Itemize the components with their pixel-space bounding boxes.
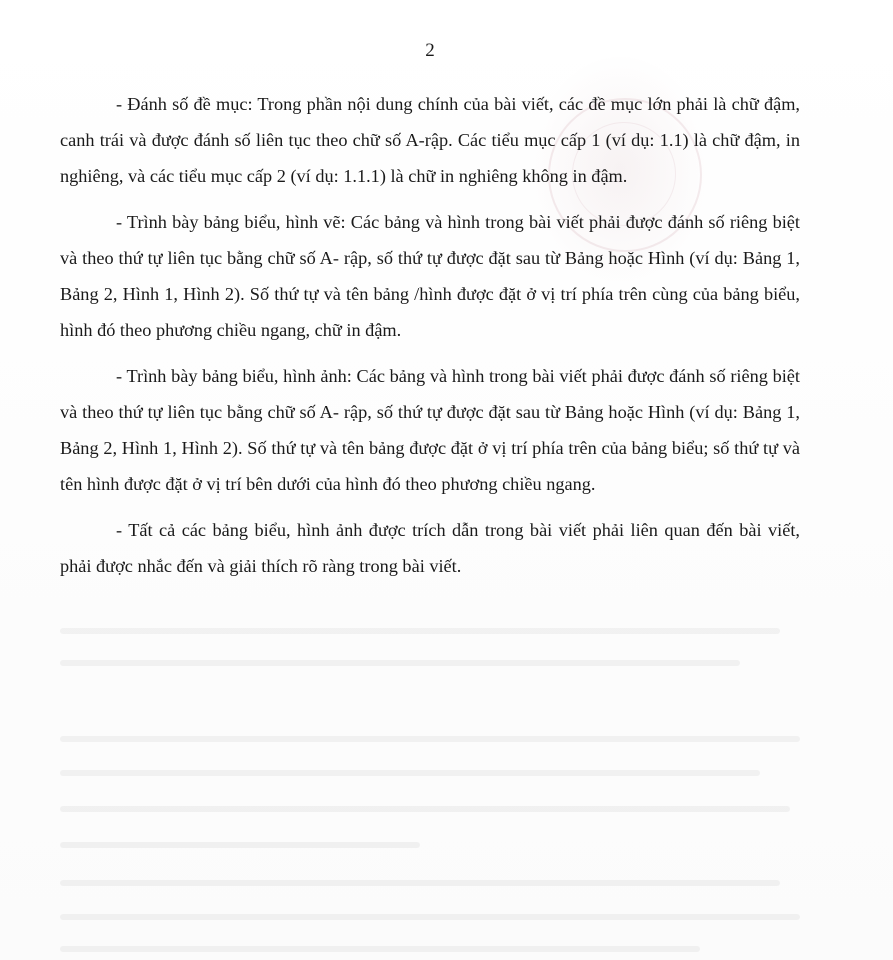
bleed-through-line bbox=[60, 806, 790, 812]
page-number: 2 bbox=[425, 40, 435, 61]
bleed-through-line bbox=[60, 914, 800, 920]
bleed-through-line bbox=[60, 946, 700, 952]
paragraph-citation-rules: - Tất cả các bảng biểu, hình ảnh được trích dẫn trong bài viết phải liên quan đến bài viết, phải được nhắc đến và giải thích rõ ràng trong bài viết. bbox=[60, 520, 800, 576]
paragraph-tables-figures-images: - Trình bày bảng biểu, hình ảnh: Các bảng và hình trong bài viết phải được đánh số riêng biệt và theo thứ tự liên tục bằng chữ số A- rập, số thứ tự được đặt sau từ Bảng hoặc Hình (ví dụ: Bảng 1, Bảng 2, Hình 1, Hình 2). Số thứ tự và tên bảng được đặt ở vị trí phía trên của bảng biểu; số thứ tự và tên hình được đặt ở vị trí bên dưới của hình đó theo phương chiều ngang. bbox=[60, 366, 800, 494]
body-text bbox=[60, 86, 800, 594]
paragraph-heading-numbering: - Đánh số đề mục: Trong phần nội dung chính của bài viết, các đề mục lớn phải là chữ đậm, canh trái và được đánh số liên tục theo chữ số A-rập. Các tiểu mục cấp 1 (ví dụ: 1.1) là chữ đậm, in nghiêng, và các tiểu mục cấp 2 (ví dụ: 1.1.1) là chữ in nghiêng không in đậm. bbox=[60, 94, 800, 186]
paragraph-tables-figures-drawings: - Trình bày bảng biểu, hình vẽ: Các bảng và hình trong bài viết phải được đánh số riêng biệt và theo thứ tự liên tục bằng chữ số A- rập, số thứ tự được đặt sau từ Bảng hoặc Hình (ví dụ: Bảng 1, Bảng 2, Hình 1, Hình 2). Số thứ tự và tên bảng /hình được đặt ở vị trí phía trên cùng của bảng biểu, hình đó theo phương chiều ngang, chữ in đậm. bbox=[60, 212, 800, 340]
bleed-through-line bbox=[60, 880, 780, 886]
bleed-through-line bbox=[60, 842, 420, 848]
bleed-through-line bbox=[60, 736, 800, 742]
bleed-through-line bbox=[60, 770, 760, 776]
bleed-through-line bbox=[60, 628, 780, 634]
bleed-through-line bbox=[60, 660, 740, 666]
